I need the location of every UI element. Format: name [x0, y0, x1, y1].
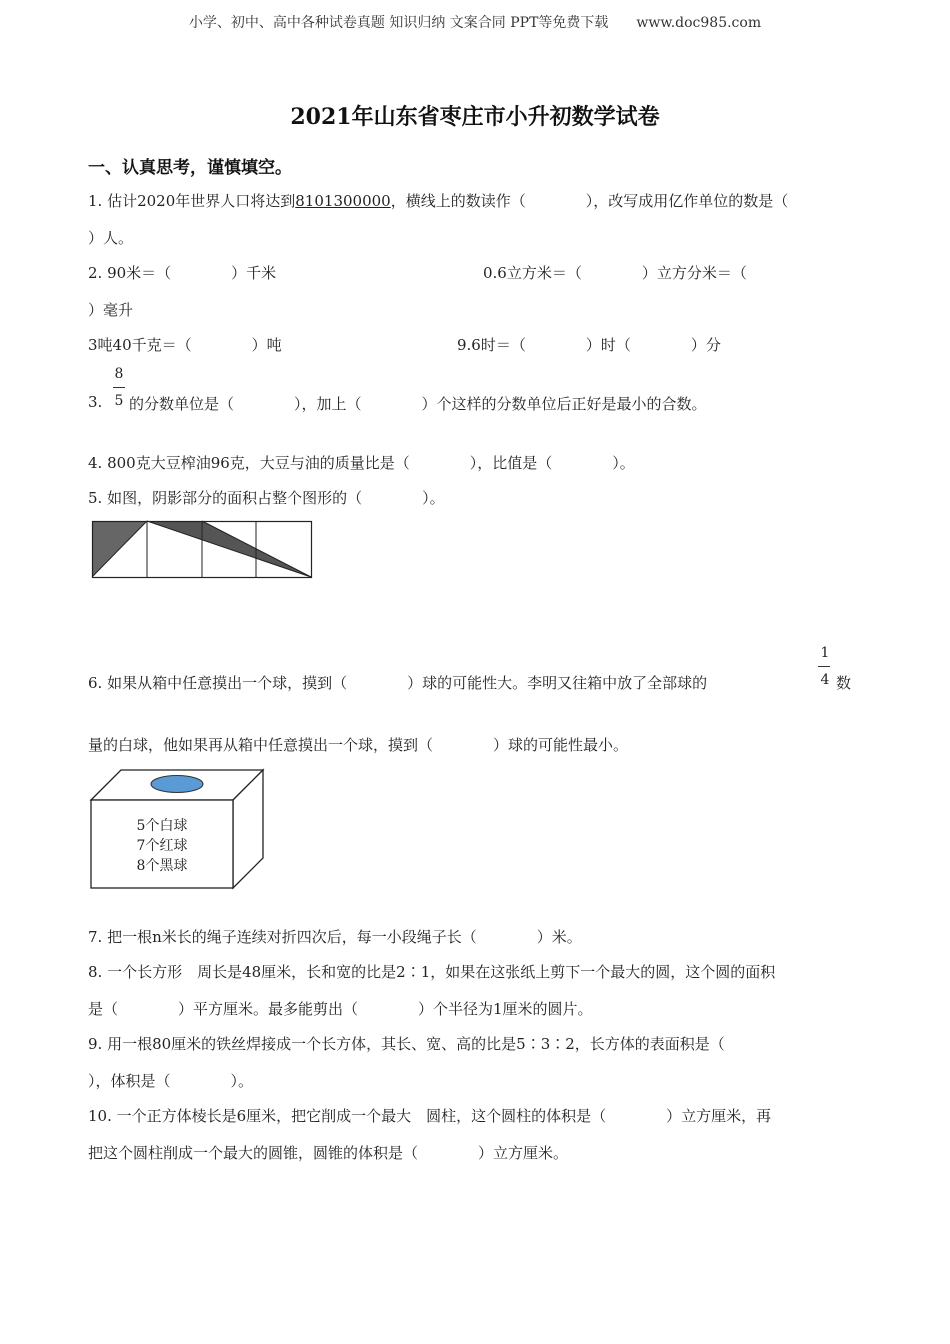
question-2-part3: 3吨40千克＝（ ）吨: [88, 336, 282, 354]
box-opening: [151, 776, 203, 793]
q1-text-b: ，横线上的数读作（ ），改写成用亿作单位的数是（: [390, 192, 789, 210]
question-6-cont: 量的白球，他如果再从箱中任意摸出一个球，摸到（ ）球的可能性最小。: [88, 736, 629, 754]
question-2-part4: 9.6时＝（ ）时（ ）分: [457, 336, 721, 354]
q6-fraction-bar: [818, 666, 830, 667]
question-8: 8. 一个长方形 周长是48厘米，长和宽的比是2∶1，如果在这张纸上剪下一个最大的圆，这个圆的面积: [88, 963, 776, 981]
q1-text-a: 1. 估计2020年世界人口将达到: [88, 192, 296, 210]
diagonal-2: [147, 521, 311, 577]
question-10: 10. 一个正方体棱长是6厘米，把它削成一个最大 圆柱，这个圆柱的体积是（ ）立方厘米，再: [88, 1107, 772, 1125]
question-3-number: 3.: [88, 393, 103, 411]
page-header: 小学、初中、高中各种试卷真题 知识归纳 文案合同 PPT等免费下载 www.doc985.com: [188, 15, 762, 31]
page-title: 2021年山东省枣庄市小升初数学试卷: [290, 104, 660, 130]
question-2-cont: ）毫升: [88, 301, 134, 319]
question-10-cont: 把这个圆柱削成一个最大的圆锥，圆锥的体积是（ ）立方厘米。: [88, 1144, 569, 1162]
question-9-cont: ），体积是（ ）。: [88, 1072, 254, 1090]
question-8-cont: 是（ ）平方厘米。最多能剪出（ ）个半径为1厘米的圆片。: [88, 1000, 593, 1018]
question-2-part1: 2. 90米＝（ ）千米: [88, 264, 277, 282]
q6-fraction-denominator: 4: [820, 672, 830, 688]
question-2-part2: 0.6立方米＝（ ）立方分米＝（: [483, 264, 747, 282]
q1-number: 8101300000: [295, 192, 391, 210]
q3-fraction-bar: [113, 387, 125, 388]
box-label-red: 7个红球: [136, 838, 188, 854]
question-1-cont: ）人。: [88, 229, 134, 247]
box-label-white: 5个白球: [136, 818, 188, 834]
question-1: [88, 190, 788, 211]
ball-box-diagram: [89, 768, 269, 893]
question-7: 7. 把一根n米长的绳子连续对折四次后，每一小段绳子长（ ）米。: [88, 928, 582, 946]
box-label-black: 8个黑球: [136, 858, 188, 874]
q3-fraction-numerator: 8: [114, 366, 124, 382]
question-4: 4. 800克大豆榨油96克，大豆与油的质量比是（ ），比值是（ ）。: [88, 454, 635, 472]
question-9: 9. 用一根80厘米的铁丝焊接成一个长方体，其长、宽、高的比是5∶3∶2，长方体的表面积是（: [88, 1035, 725, 1053]
shaded-figure: [92, 521, 322, 581]
section-heading: 一、认真思考，谨慎填空。: [88, 158, 292, 178]
q3-fraction-denominator: 5: [114, 393, 124, 409]
q6-fraction-numerator: 1: [820, 645, 830, 661]
question-5: 5. 如图，阴影部分的面积占整个图形的（ ）。: [88, 489, 445, 507]
question-6-end: 数: [836, 674, 852, 692]
question-6: 6. 如果从箱中任意摸出一个球，摸到（ ）球的可能性大。李明又往箱中放了全部球的: [88, 674, 708, 692]
question-3-text: 的分数单位是（ ），加上（ ）个这样的分数单位后正好是最小的合数。: [129, 395, 707, 413]
